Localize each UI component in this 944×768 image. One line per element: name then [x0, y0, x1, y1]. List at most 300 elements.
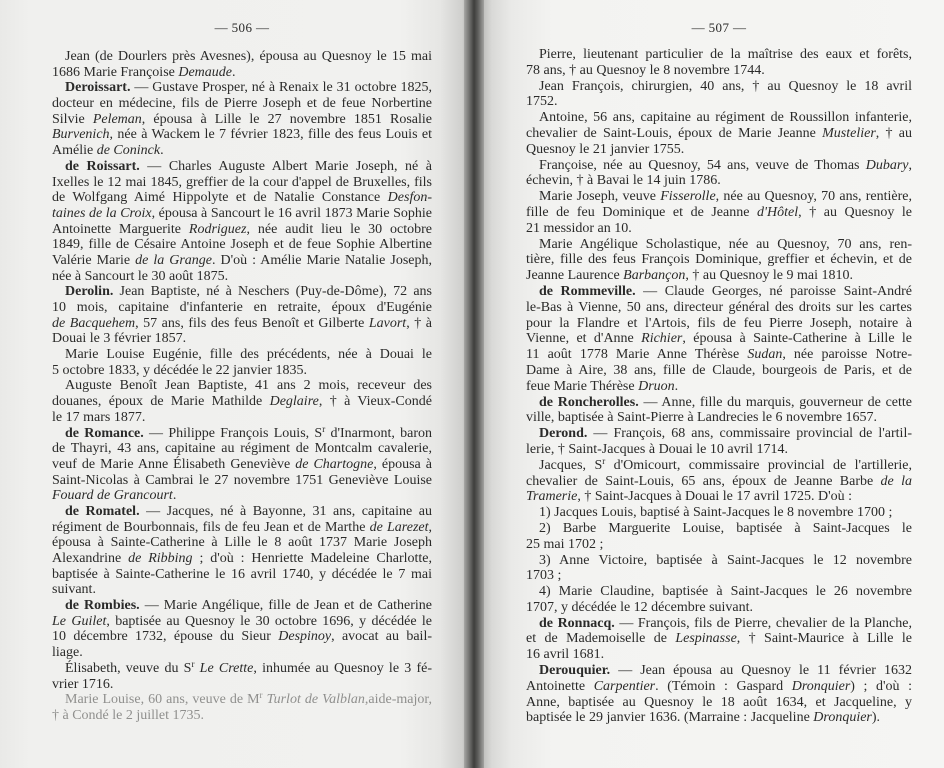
- italic-name: Le Crette: [194, 660, 254, 676]
- text-line: [526, 79, 912, 95]
- text-line: [52, 410, 432, 426]
- text-run: Alexandrine: [52, 551, 129, 566]
- italic-name: Carpentier: [593, 678, 656, 694]
- text-run: .: [232, 64, 236, 80]
- text-run: , † Saint-Jacques à Douai le 17 avril 1725. D'où :: [577, 489, 853, 505]
- line-content: [526, 63, 765, 78]
- text-run: 25 mai 1702 ;: [526, 536, 604, 552]
- line-content: [539, 47, 912, 62]
- entry-paragraph: [526, 284, 912, 395]
- line-content: [526, 363, 912, 378]
- text-run: . (Témoin : Gaspard: [655, 678, 792, 694]
- text-run: 78 ans, † au Quesnoy le 8 novembre 1744.: [526, 62, 765, 78]
- text-line: [526, 521, 912, 537]
- text-run: , 57 ans, fils des feus Benoît et Gilberte: [135, 315, 369, 331]
- entry-paragraph: [52, 159, 432, 285]
- italic-name: Le Guilet: [52, 613, 107, 629]
- text-line: [526, 710, 912, 726]
- line-content: [65, 598, 432, 613]
- text-run: Marie Louise, 60 ans, veuve de M: [65, 692, 260, 708]
- italic-name: Druon: [638, 378, 675, 394]
- text-run: liage.: [52, 645, 83, 661]
- text-line: [526, 142, 912, 158]
- entry-paragraph: [52, 423, 432, 504]
- entry-surname: Derouquier.: [539, 663, 611, 679]
- line-content: [526, 695, 912, 710]
- text-run: 1707, y décédée le 12 décembre suivant.: [526, 599, 754, 615]
- text-run: Dame à Aire, 38 ans, fille de Claude, bourgeois de Paris, et de: [526, 362, 912, 378]
- italic-name: Deglaire: [269, 394, 319, 410]
- line-content: [65, 80, 432, 95]
- text-run: épousa à Sainte-Catherine à Lille le 8 août 1737 Marie Joseph: [52, 535, 432, 551]
- line-content: [539, 237, 912, 252]
- text-run: Marie Angélique Scholastique, née au Quesnoy, 70 ans, ren-: [539, 236, 912, 252]
- line-content: [65, 49, 432, 64]
- line-content: [52, 551, 432, 566]
- italic-name: de la: [880, 473, 912, 489]
- book-gutter: [464, 0, 484, 768]
- text-run: Anne, baptisée au Quesnoy le 18 août 1634, et Jacqueline, y: [526, 694, 912, 710]
- line-content: [526, 173, 721, 188]
- italic-name: de Coninck: [96, 143, 161, 159]
- text-line: [52, 473, 432, 489]
- text-line: [526, 347, 912, 363]
- italic-name: Fisserolle: [660, 189, 716, 205]
- text-run: 1849, fille de Césaire Antoine Joseph et de feue Sophie Albertine: [52, 237, 432, 253]
- text-run: le 17 mars 1877.: [52, 409, 146, 425]
- text-run: Silvie: [52, 111, 93, 127]
- line-content: [52, 708, 204, 723]
- line-content: [52, 614, 432, 629]
- text-run: Saint-Nicolas à Cambrai le 27 novembre 1751 Geneviève Louise: [52, 472, 432, 488]
- line-content: [52, 316, 432, 331]
- line-content: [52, 567, 432, 582]
- text-line: [526, 679, 912, 695]
- entry-paragraph: [526, 426, 912, 458]
- entry-paragraph: [52, 80, 432, 158]
- text-line: [526, 553, 912, 569]
- entry-surname: de Rommeville.: [539, 283, 636, 299]
- text-run: , † Saint-Maurice à Lille le: [736, 631, 912, 647]
- text-run: ,: [428, 519, 433, 535]
- text-run: ,: [908, 157, 912, 173]
- entry-paragraph: [526, 584, 912, 616]
- line-content: [526, 94, 558, 109]
- text-run: d'Inarmont, baron: [325, 425, 432, 441]
- line-content: [539, 521, 912, 536]
- line-content: [539, 110, 912, 125]
- right-page-text: [526, 47, 912, 726]
- line-content: [65, 284, 432, 299]
- text-run: 21 messidor an 10.: [526, 220, 632, 236]
- text-run: , † au: [875, 125, 912, 141]
- line-content: [52, 127, 432, 142]
- entry-surname: Deroissart.: [65, 80, 131, 96]
- entry-paragraph: [52, 378, 432, 425]
- text-run: , née paroisse Notre-: [782, 347, 912, 363]
- text-run: — François, fils de Pierre, chevalier de la Planche,: [614, 615, 912, 631]
- text-line: [526, 442, 912, 458]
- line-content: [65, 504, 432, 519]
- text-run: , † au Quesnoy le: [798, 204, 912, 220]
- right-page: [482, 0, 944, 768]
- text-run: Marie Louise Eugénie, fille des précédents, née à Douai le: [65, 347, 432, 363]
- text-run: ).: [871, 710, 881, 726]
- italic-name: de Chartogne: [295, 456, 374, 472]
- text-run: 16 avril 1681.: [526, 647, 605, 663]
- text-run: , née au Quesnoy, 70 ans, rentière,: [715, 189, 913, 205]
- text-line: [526, 426, 912, 442]
- text-run: Pierre, lieutenant particulier de la maîtrise des eaux et forêts,: [539, 47, 912, 62]
- line-content: [52, 488, 176, 503]
- entry-paragraph: [526, 616, 912, 663]
- text-run: , née audit lieu le 30 octobre: [246, 221, 432, 237]
- text-run: Douai le 3 février 1857.: [52, 331, 187, 347]
- text-line: [52, 488, 432, 504]
- text-run: , épousa à Sancourt le 16 avril 1873 Marie Sophie: [151, 205, 432, 221]
- text-line: [52, 504, 432, 520]
- text-run: — Jean épousa au Quesnoy le 11 février 1632: [610, 663, 912, 679]
- text-line: [52, 206, 432, 222]
- text-line: [526, 568, 912, 584]
- text-run: lerie, † Saint-Jacques à Douai le 10 avril 1714.: [526, 441, 789, 457]
- text-line: [52, 441, 432, 457]
- line-content: [52, 535, 432, 550]
- text-run: Jeanne Laurence: [526, 268, 624, 284]
- text-run: 4) Marie Claudine, baptisée à Saint-Jacques le 26 novembre: [539, 584, 912, 600]
- superscript-abbreviation: r: [191, 658, 195, 669]
- line-content: [52, 112, 432, 127]
- line-content: [539, 158, 912, 173]
- line-content: [526, 347, 912, 362]
- text-line: [52, 629, 432, 645]
- text-line: [526, 379, 912, 395]
- text-line: [52, 363, 432, 379]
- text-run: — François, 68 ans, commissaire provincial de l'artil-: [587, 426, 912, 442]
- entry-paragraph: [526, 158, 912, 190]
- line-content: [65, 658, 432, 676]
- line-content: [526, 600, 753, 615]
- entry-paragraph: [52, 598, 432, 661]
- text-line: [526, 489, 912, 505]
- line-content: [52, 520, 432, 535]
- entry-surname: de Romatel.: [65, 503, 140, 519]
- entry-paragraph: [526, 553, 912, 585]
- italic-name: Desfon-: [387, 190, 432, 206]
- text-run: 2) Barbe Marguerite Louise, baptisée à Saint-Jacques le: [539, 520, 912, 536]
- line-content: [539, 553, 912, 568]
- text-line: [526, 631, 912, 647]
- entry-paragraph: [52, 284, 432, 347]
- superscript-abbreviation: r: [602, 455, 606, 466]
- italic-name: d'Hôtel: [757, 204, 799, 220]
- text-run: ; d'où : Henriette Madeleine Charlotte,: [192, 551, 432, 566]
- italic-name: de la Grange: [135, 252, 212, 268]
- line-content: [526, 379, 678, 394]
- text-run: .: [160, 143, 164, 159]
- italic-name: de Bacquehem: [52, 315, 136, 331]
- line-content: [52, 96, 432, 111]
- text-line: [52, 645, 432, 661]
- line-content: [52, 645, 83, 660]
- text-run: Amélie: [52, 143, 97, 159]
- text-line: [52, 269, 432, 285]
- entry-surname: de Ronnacq.: [539, 615, 615, 631]
- left-page: [0, 0, 468, 768]
- text-run: Antoinette: [526, 678, 594, 694]
- entry-surname: de Roissart.: [65, 158, 140, 174]
- text-line: [526, 647, 912, 663]
- text-line: [52, 708, 432, 724]
- text-line: [52, 598, 432, 614]
- line-content: [52, 143, 164, 158]
- superscript-abbreviation: r: [322, 423, 326, 434]
- line-content: [526, 221, 632, 236]
- text-run: 11 août 1778 Marie Anne Thérèse: [526, 347, 748, 363]
- line-content: [52, 253, 432, 268]
- text-line: [526, 237, 912, 253]
- line-content: [539, 79, 912, 94]
- entry-paragraph: [52, 347, 432, 378]
- text-line: [526, 221, 912, 237]
- text-run: . D'où : Amélie Marie Natalie Joseph,: [212, 252, 432, 268]
- text-line: [52, 222, 432, 238]
- text-run: suivant.: [52, 582, 96, 598]
- text-run: , inhumée au Quesnoy le 3 fé-: [253, 660, 432, 676]
- text-line: [52, 127, 432, 143]
- text-run: — Philippe François Louis, S: [143, 425, 323, 441]
- text-run: fille de feu Dominique et de Jeanne: [526, 204, 758, 220]
- text-line: [526, 94, 912, 110]
- page-number-header: — 506 —: [214, 20, 270, 35]
- text-run: 10 mois, capitaine d'infanterie en retraite, époux d'Eugénie: [52, 300, 432, 315]
- line-content: [65, 378, 432, 393]
- text-line: [52, 347, 432, 363]
- text-run: échevin, † à Bavai le 14 juin 1786.: [526, 173, 721, 189]
- text-line: [526, 126, 912, 142]
- line-content: [526, 679, 912, 694]
- line-content: [526, 537, 603, 552]
- line-content: [52, 441, 432, 456]
- text-run: Antoinette Marguerite: [52, 221, 189, 237]
- line-content: [526, 126, 912, 141]
- italic-name: Tramerie: [526, 489, 578, 505]
- italic-name: Turlot de Valblan: [262, 692, 365, 708]
- italic-name: Peleman: [92, 111, 142, 127]
- text-run: feue Marie Thérèse: [526, 378, 639, 394]
- text-run: ,aide-major,: [364, 692, 432, 708]
- italic-name: Demaude: [178, 64, 233, 80]
- line-content: [52, 394, 432, 409]
- line-content: [539, 284, 912, 299]
- text-line: [52, 614, 432, 630]
- text-run: , † à Vieux-Condé: [318, 394, 432, 410]
- line-content: [539, 584, 912, 599]
- text-line: [526, 47, 912, 63]
- text-line: [526, 300, 912, 316]
- line-content: [539, 455, 912, 473]
- italic-name: Mustelier: [822, 125, 876, 141]
- line-content: [526, 568, 561, 583]
- line-content: [52, 457, 432, 472]
- text-run: — Claude Georges, né paroisse Saint-André: [635, 283, 912, 299]
- text-line: [526, 455, 912, 474]
- text-run: ) ; d'où :: [850, 678, 912, 694]
- text-line: [52, 49, 432, 65]
- text-line: [526, 663, 912, 679]
- text-run: — Jacques, né à Bayonne, 31 ans, capitaine au: [139, 503, 432, 519]
- line-content: [52, 629, 432, 644]
- italic-name: Barbançon: [623, 268, 686, 284]
- text-line: [52, 190, 432, 206]
- text-line: [52, 159, 432, 175]
- text-run: Jean (de Dourlers près Avesnes), épousa au Quesnoy le 15 mai: [65, 49, 432, 64]
- superscript-abbreviation: r: [259, 690, 263, 701]
- line-content: [526, 331, 912, 346]
- text-line: [526, 63, 912, 79]
- text-line: [52, 65, 432, 81]
- line-content: [52, 473, 432, 488]
- line-content: [52, 363, 307, 378]
- text-run: , baptisée au Quesnoy le 30 octobre 1696, y décédée le: [106, 613, 432, 629]
- italic-name: Rodriguez: [188, 221, 247, 237]
- text-run: , † au Quesnoy le 9 mai 1810.: [685, 268, 853, 284]
- italic-name: Sudan: [747, 347, 783, 363]
- text-line: [52, 677, 432, 693]
- line-content: [526, 268, 853, 283]
- entry-surname: de Roncherolles.: [539, 394, 639, 410]
- text-run: docteur en médecine, fils de Pierre Joseph et de feue Norbertine: [52, 96, 432, 112]
- text-run: Jean François, chirurgien, 40 ans, † au Quesnoy le 18 avril: [539, 78, 912, 94]
- text-line: [52, 112, 432, 128]
- line-content: [526, 142, 684, 157]
- text-line: [52, 520, 432, 536]
- text-line: [52, 80, 432, 96]
- text-run: 3) Anne Victoire, baptisée à Saint-Jacques le 12 novembre: [539, 552, 912, 568]
- italic-name: Burvenich: [52, 127, 110, 143]
- text-line: [526, 537, 912, 553]
- text-run: ville, baptisée à Saint-Pierre à Landrecies le 6 novembre 1657.: [526, 410, 878, 426]
- text-line: [526, 505, 912, 521]
- entry-paragraph: [526, 47, 912, 79]
- text-line: [526, 173, 912, 189]
- italic-name: Dronquier: [791, 678, 851, 694]
- line-content: [65, 347, 432, 362]
- text-line: [52, 394, 432, 410]
- text-line: [526, 110, 912, 126]
- entry-paragraph: [526, 455, 912, 505]
- text-line: [52, 284, 432, 300]
- text-run: régiment de Bourbonnais, fils de feu Jean et de Marthe: [52, 519, 370, 535]
- line-content: [539, 426, 912, 441]
- text-run: 1686 Marie Françoise: [52, 64, 179, 80]
- text-line: [526, 189, 912, 205]
- line-content: [52, 206, 432, 221]
- line-content: [52, 582, 96, 597]
- text-line: [52, 378, 432, 394]
- entry-paragraph: [52, 658, 432, 692]
- text-line: [526, 410, 912, 426]
- line-content: [52, 65, 236, 80]
- entry-paragraph: [526, 663, 912, 726]
- text-run: le-Bas à Vienne, 50 ans, directeur général des droits sur les cartes: [526, 299, 912, 315]
- text-run: , † à: [406, 315, 432, 331]
- text-line: [526, 395, 912, 411]
- line-content: [526, 316, 912, 331]
- italic-name: Dubary: [865, 157, 909, 173]
- text-run: Vienne, et d'Anne: [526, 331, 642, 347]
- italic-name: de Ribbing: [128, 551, 193, 566]
- line-content: [526, 710, 880, 725]
- entry-paragraph: [526, 521, 912, 553]
- text-run: née à Sancourt le 30 août 1875.: [52, 268, 229, 284]
- italic-name: de Larezet: [369, 519, 429, 535]
- line-content: [52, 300, 432, 315]
- line-content: [52, 175, 432, 190]
- text-line: [52, 551, 432, 567]
- text-line: [526, 284, 912, 300]
- text-line: [52, 175, 432, 191]
- text-run: 1) Jacques Louis, baptisé à Saint-Jacques le 8 novembre 1700 ;: [539, 505, 893, 521]
- italic-name: Despinoy: [278, 629, 332, 645]
- entry-paragraph: [526, 237, 912, 284]
- line-content: [526, 631, 912, 646]
- text-run: Valérie Marie: [52, 252, 136, 268]
- text-run: — Gustave Prosper, né à Renaix le 31 octobre 1825,: [130, 80, 432, 96]
- text-line: [526, 205, 912, 221]
- text-line: [52, 457, 432, 473]
- text-run: 1703 ;: [526, 568, 562, 584]
- text-run: Marie Joseph, veuve: [539, 189, 661, 205]
- text-run: 10 décembre 1732, épouse du Sieur: [52, 629, 279, 645]
- text-line: [52, 567, 432, 583]
- text-run: douanes, époux de Marie Mathilde: [52, 394, 270, 410]
- entry-paragraph: [52, 49, 432, 80]
- text-run: † à Condé le 2 juillet 1735.: [52, 707, 205, 723]
- entry-paragraph: [526, 110, 912, 157]
- text-run: , épousa à: [373, 456, 432, 472]
- text-line: [52, 658, 432, 677]
- entry-surname: Derond.: [539, 426, 588, 442]
- text-line: [526, 158, 912, 174]
- text-run: Auguste Benoît Jean Baptiste, 41 ans 2 mois, receveur des: [65, 378, 432, 394]
- line-content: [526, 205, 912, 220]
- line-content: [52, 410, 145, 425]
- text-line: [526, 600, 912, 616]
- line-content: [526, 647, 604, 662]
- text-run: — Charles Auguste Albert Marie Joseph, né à: [139, 158, 432, 174]
- text-run: .: [172, 488, 177, 504]
- line-content: [539, 663, 912, 678]
- line-content: [65, 159, 432, 174]
- text-run: baptisée le 29 janvier 1636. (Marraine : Jacqueline: [526, 710, 814, 726]
- text-run: , épousa à Lille le 27 novembre 1851 Rosalie: [141, 111, 432, 127]
- text-run: — Anne, fille du marquis, gouverneur de cette: [638, 394, 913, 410]
- line-content: [526, 300, 912, 315]
- italic-name: taines de la Croix: [52, 205, 152, 221]
- text-line: [52, 253, 432, 269]
- line-content: [52, 237, 432, 252]
- text-run: de Wolfgang Aimé Hippolyte et de Natalie Constance: [52, 190, 388, 206]
- entry-paragraph: [526, 189, 912, 236]
- text-line: [526, 316, 912, 332]
- line-content: [526, 252, 912, 267]
- italic-name: Lespinasse: [675, 631, 737, 647]
- text-run: et de Mademoiselle de: [526, 631, 676, 647]
- text-line: [526, 363, 912, 379]
- entry-surname: de Rombies.: [65, 598, 140, 614]
- text-run: pour la Flandre et l'Artois, fils de feu Pierre Joseph, notaire à: [526, 315, 912, 331]
